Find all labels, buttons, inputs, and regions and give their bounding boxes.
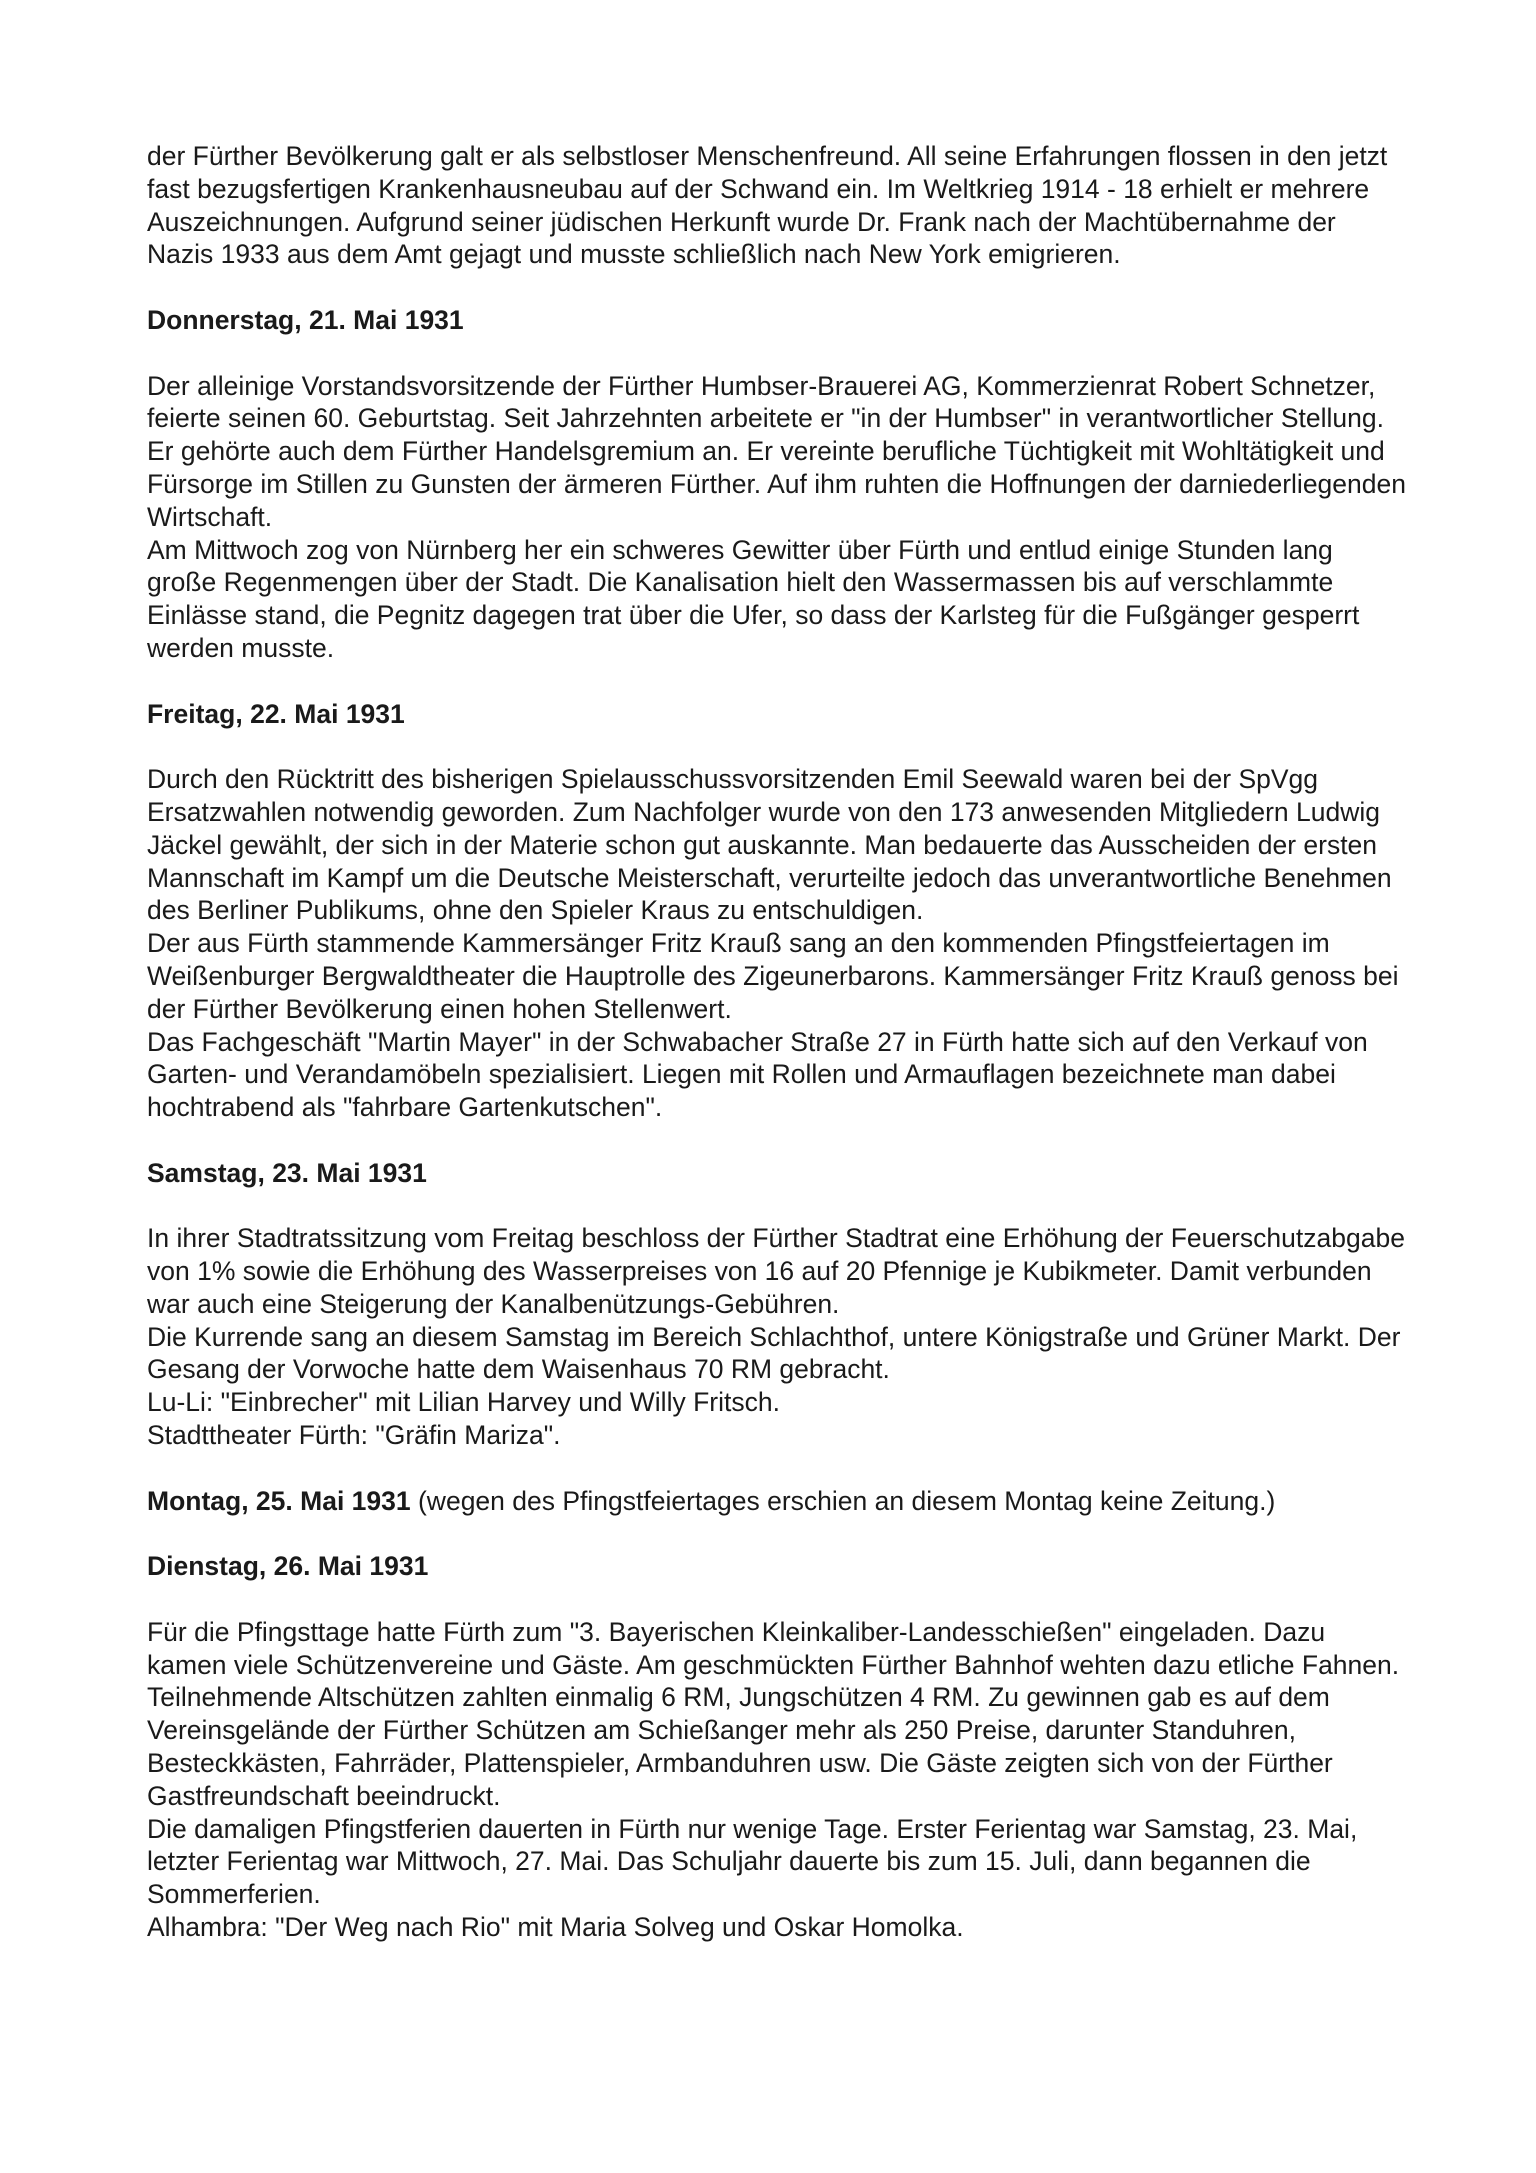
spacer bbox=[147, 1452, 1407, 1485]
date-heading-with-note bbox=[147, 1485, 1407, 1518]
spacer bbox=[147, 1517, 1407, 1550]
entry-paragraph: In ihrer Stadtratssitzung vom Freitag beschloss der Fürther Stadtrat eine Erhöhung der Feuerschutzabgabe von 1% sowie die Erhöhung des Wasserpreises von 16 auf 20 Pfennige je Kubikmeter. Damit verbunden war auch eine Steigerung der Kanalbenützungs-Gebühren. bbox=[147, 1223, 1405, 1319]
entry-paragraph: Der alleinige Vorstandsvorsitzende der Fürther Humbser-Brauerei AG, Kommerzienrat Robert Schnetzer, feierte seinen 60. Geburtstag. Seit Jahrzehnten arbeitete er "in der Humbser" in verantwortlicher Stellung. Er gehörte auch dem Fürther Handelsgremium an. Er vereinte berufliche Tüchtigkeit mit Wohltätigkeit und Fürsorge im Stillen zu Gunsten der ärmeren Fürther. Auf ihm ruhten die Hoffnungen der darniederliegenden Wirtschaft. bbox=[147, 370, 1406, 532]
heading-note: (wegen des Pfingstfeiertages erschien an diesem Montag keine Zeitung.) bbox=[410, 1485, 1276, 1516]
document-page bbox=[147, 140, 1407, 1944]
spacer bbox=[147, 730, 1407, 763]
date-heading: Samstag, 23. Mai 1931 bbox=[147, 1157, 427, 1188]
entry-paragraph: Alhambra: "Der Weg nach Rio" mit Maria Solveg und Oskar Homolka. bbox=[147, 1912, 964, 1943]
entry-paragraph: Am Mittwoch zog von Nürnberg her ein schweres Gewitter über Fürth und entlud einige Stunden lang große Regenmengen über der Stadt. Die Kanalisation hielt den Wassermassen bis auf verschlammte Einlässe stand, die Pegnitz dagegen trat über die Ufer, so dass der Karlsteg für die Fußgänger gesperrt werden musste. bbox=[147, 534, 1360, 663]
date-heading: Dienstag, 26. Mai 1931 bbox=[147, 1551, 429, 1582]
entry-paragraph: Das Fachgeschäft "Martin Mayer" in der Schwabacher Straße 27 in Fürth hatte sich auf den Verkauf von Garten- und Verandamöbeln spezialisiert. Liegen mit Rollen und Armauflagen bezeichnete man dabei hochtrabend als "fahrbare Gartenkutschen". bbox=[147, 1026, 1368, 1123]
entry-paragraph: Durch den Rücktritt des bisherigen Spielausschussvorsitzenden Emil Seewald waren bei der SpVgg Ersatzwahlen notwendig geworden. Zum Nachfolger wurde von den 173 anwesenden Mitgliedern Ludwig Jäckel gewählt, der sich in der Materie schon gut auskannte. Man bedauerte das Ausscheiden der ersten Mannschaft im Kampf um die Deutsche Meisterschaft, verurteilte jedoch das unverantwortliche Benehmen des Berliner Publikums, ohne den Spieler Kraus zu entschuldigen. bbox=[147, 764, 1392, 926]
spacer bbox=[147, 1583, 1407, 1616]
spacer bbox=[147, 665, 1407, 698]
date-heading: Freitag, 22. Mai 1931 bbox=[147, 698, 405, 729]
entry-paragraph: Der aus Fürth stammende Kammersänger Fritz Krauß sang an den kommenden Pfingstfeiertagen im Weißenburger Bergwaldtheater die Hauptrolle des Zigeunerbarons. Kammersänger Fritz Krauß genoss bei der Fürther Bevölkerung einen hohen Stellenwert. bbox=[147, 928, 1399, 1024]
spacer bbox=[147, 1190, 1407, 1223]
entry-paragraph: Für die Pfingsttage hatte Fürth zum "3. Bayerischen Kleinkaliber-Landesschießen" eingeladen. Dazu kamen viele Schützenvereine und Gäste. Am geschmückten Fürther Bahnhof wehten dazu etliche Fahnen. Teilnehmende Altschützen zahlten einmalig 6 RM, Jungschützen 4 RM. Zu gewinnen gab es auf dem Vereinsgelände der Fürther Schützen am Schießanger mehr als 250 Preise, darunter Standuhren, Besteckkästen, Fahrräder, Plattenspieler, Armbanduhren usw. Die Gäste zeigten sich von der Fürther Gastfreundschaft beeindruckt. bbox=[147, 1616, 1400, 1811]
intro-paragraph: der Fürther Bevölkerung galt er als selbstloser Menschenfreund. All seine Erfahrungen flossen in den jetzt fast bezugsfertigen Krankenhausneubau auf der Schwand ein. Im Weltkrieg 1914 - 18 erhielt er mehrere Auszeichnungen. Aufgrund seiner jüdischen Herkunft wurde Dr. Frank nach der Machtübernahme der Nazis 1933 aus dem Amt gejagt und musste schließlich nach New York emigrieren. bbox=[147, 141, 1388, 270]
spacer bbox=[147, 1124, 1407, 1157]
spacer bbox=[147, 337, 1407, 370]
entry-paragraph: Die Kurrende sang an diesem Samstag im Bereich Schlachthof, untere Königstraße und Grüner Markt. Der Gesang der Vorwoche hatte dem Waisenhaus 70 RM gebracht. bbox=[147, 1321, 1401, 1385]
date-heading: Montag, 25. Mai 1931 bbox=[147, 1485, 411, 1516]
entry-paragraph: Lu-Li: "Einbrecher" mit Lilian Harvey und Willy Fritsch. bbox=[147, 1387, 780, 1418]
spacer bbox=[147, 271, 1407, 304]
date-heading: Donnerstag, 21. Mai 1931 bbox=[147, 304, 464, 335]
entry-paragraph: Stadttheater Fürth: "Gräfin Mariza". bbox=[147, 1420, 561, 1451]
entry-paragraph: Die damaligen Pfingstferien dauerten in Fürth nur wenige Tage. Erster Ferientag war Samstag, 23. Mai, letzter Ferientag war Mittwoch, 27. Mai. Das Schuljahr dauerte bis zum 15. Juli, dann begannen die Sommerferien. bbox=[147, 1813, 1358, 1910]
